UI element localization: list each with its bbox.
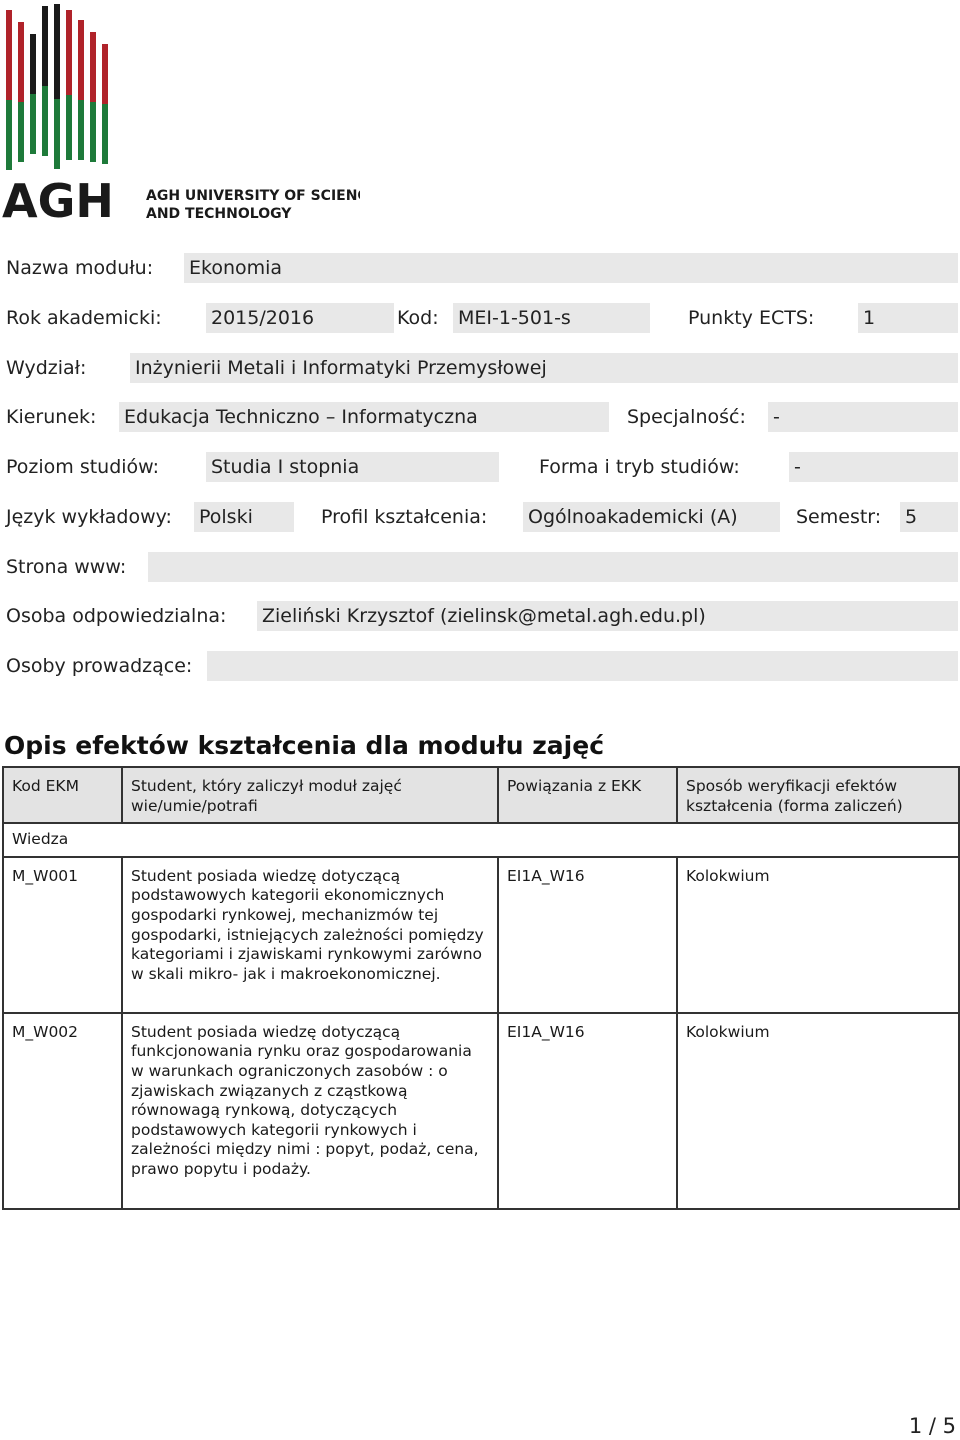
- teachers-value: [207, 651, 958, 681]
- row-ekk: EI1A_W16: [498, 1013, 677, 1209]
- language-label: Język wykładowy:: [6, 506, 172, 528]
- agh-emblem-icon: [0, 0, 360, 230]
- academic-year-label: Rok akademicki:: [6, 307, 162, 329]
- profile-label: Profil kształcenia:: [321, 506, 488, 528]
- page-number: 1 / 5: [908, 1414, 956, 1438]
- agh-logo: [0, 0, 360, 230]
- module-name-label: Nazwa modułu:: [6, 257, 154, 279]
- header-code: Kod EKM: [3, 767, 122, 823]
- learning-outcomes-table: [2, 766, 960, 1210]
- section-title: Opis efektów kształcenia dla modułu zajęć: [4, 731, 605, 760]
- ects-value: 1: [858, 303, 958, 333]
- website-label: Strona www:: [6, 556, 127, 578]
- header-verification: Sposób weryfikacji efektów kształcenia (forma zaliczeń): [677, 767, 959, 823]
- module-name-value: Ekonomia: [184, 253, 958, 283]
- code-value: MEI-1-501-s: [453, 303, 650, 333]
- semester-value: 5: [900, 502, 958, 532]
- specialty-value: -: [768, 402, 958, 432]
- study-form-label: Forma i tryb studiów:: [539, 456, 740, 478]
- row-description: Student posiada wiedzę dotyczącą podstawowych kategorii ekonomicznych gospodarki rynkowej, mechanizmów tej gospodarki, istniejących zależności pomiędzy kategoriami i zjawiskami rynkowymi zarówno w skali mikro- jak i makroekonomicznej.: [122, 857, 498, 1013]
- logo-university-line2: AND TECHNOLOGY: [146, 206, 292, 222]
- header-ekk: Powiązania z EKK: [498, 767, 677, 823]
- logo-university-line1: AGH UNIVERSITY OF SCIENCE: [146, 188, 360, 204]
- row-code: M_W001: [3, 857, 122, 1013]
- study-form-value: -: [789, 452, 958, 482]
- table-group-row: [3, 823, 959, 857]
- logo-acronym: AGH: [2, 174, 114, 228]
- direction-label: Kierunek:: [6, 406, 97, 428]
- level-value: Studia I stopnia: [206, 452, 499, 482]
- semester-label: Semestr:: [796, 506, 882, 528]
- header-description: Student, który zaliczył moduł zajęć wie/umie/potrafi: [122, 767, 498, 823]
- profile-value: Ogólnoakademicki (A): [523, 502, 780, 532]
- academic-year-value: 2015/2016: [206, 303, 394, 333]
- row-ekk: EI1A_W16: [498, 857, 677, 1013]
- teachers-label: Osoby prowadzące:: [6, 655, 193, 677]
- row-verification: Kolokwium: [677, 1013, 959, 1209]
- ects-label: Punkty ECTS:: [688, 307, 815, 329]
- table-row: [3, 857, 959, 1013]
- table-header-row: [3, 767, 959, 823]
- language-value: Polski: [194, 502, 294, 532]
- responsible-label: Osoba odpowiedzialna:: [6, 605, 227, 627]
- level-label: Poziom studiów:: [6, 456, 160, 478]
- group-label: Wiedza: [3, 823, 959, 857]
- row-code: M_W002: [3, 1013, 122, 1209]
- responsible-value: Zieliński Krzysztof (zielinsk@metal.agh.edu.pl): [257, 601, 958, 631]
- website-value: [148, 552, 958, 582]
- direction-value: Edukacja Techniczno – Informatyczna: [119, 402, 609, 432]
- row-verification: Kolokwium: [677, 857, 959, 1013]
- faculty-label: Wydział:: [6, 357, 87, 379]
- row-description: Student posiada wiedzę dotyczącą funkcjonowania rynku oraz gospodarowania w warunkach ograniczonych zasobów : o zjawiskach związanych z cząstkową równowagą rynkową, dotyczących podstawowych kategorii rynkowych i zależności między nimi : popyt, podaż, cena, prawo popytu i podaży.: [122, 1013, 498, 1209]
- table-row: [3, 1013, 959, 1209]
- specialty-label: Specjalność:: [627, 406, 746, 428]
- faculty-value: Inżynierii Metali i Informatyki Przemysłowej: [130, 353, 958, 383]
- code-label: Kod:: [397, 307, 439, 329]
